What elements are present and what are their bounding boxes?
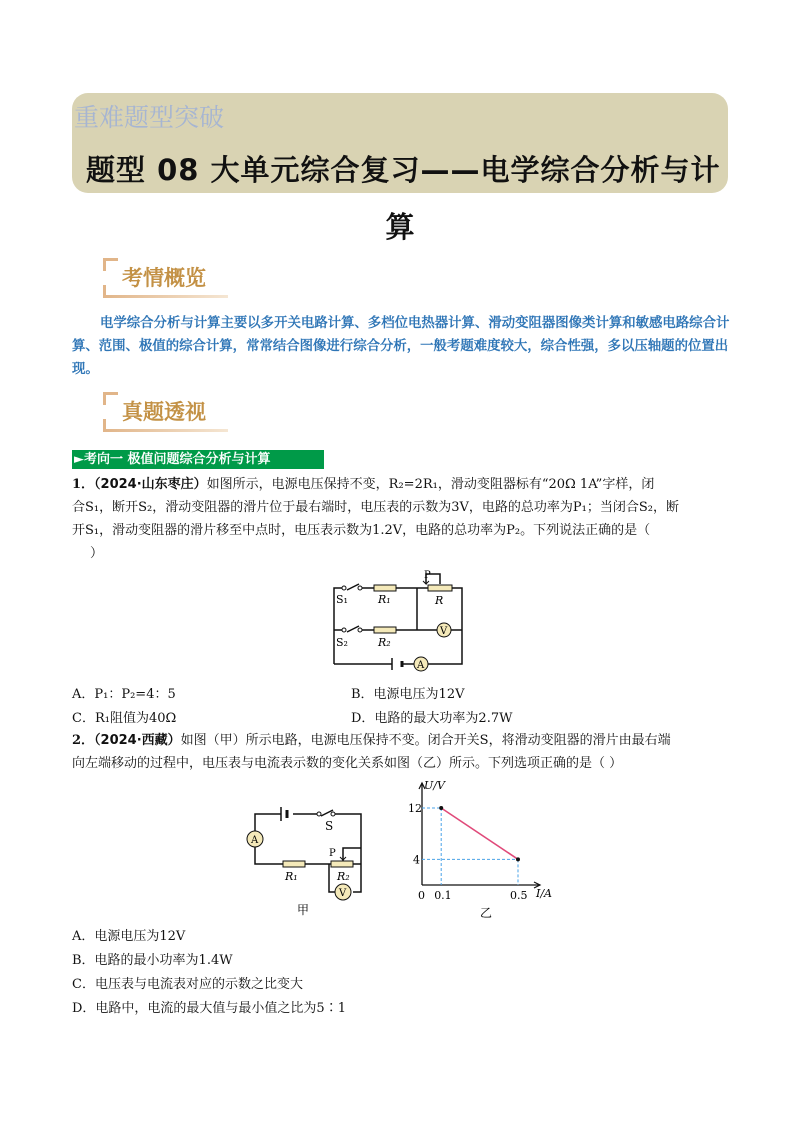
data-point-1 xyxy=(516,857,520,861)
y-tick-4: 4 xyxy=(413,853,420,867)
chart-series xyxy=(439,806,520,861)
q1-option-a[interactable]: A．P₁：P₂=4：5 xyxy=(72,687,176,702)
data-point-0 xyxy=(439,806,443,810)
x-axis-label: I/A xyxy=(536,887,552,900)
q2-option-d[interactable]: D．电路中，电流的最大值与最小值之比为5∶1 xyxy=(72,1001,346,1016)
chart-axes xyxy=(419,783,540,888)
question-1-line-1 xyxy=(72,473,732,496)
label-s1: S₁ xyxy=(336,593,348,606)
figure-caption-jia: 甲 xyxy=(297,903,310,917)
topic-bar: ►考向一 极值问题综合分析与计算 xyxy=(72,450,324,469)
y-tick-12: 12 xyxy=(408,802,422,815)
question-1 xyxy=(72,473,732,565)
section-heading-overview xyxy=(103,258,243,298)
section-overview-label: 考情概览 xyxy=(122,266,206,290)
question-1-line-4: ） xyxy=(90,546,104,561)
label-s2: S₂ xyxy=(336,636,348,649)
page-title: 题型 08 大单元综合复习——电学综合分析与计 xyxy=(86,153,721,187)
voltmeter-label: V xyxy=(440,626,448,637)
section-real-questions-label: 真题透视 xyxy=(122,400,206,424)
question-2-line-2: 向左端移动的过程中，电压表与电流表示数的变化关系如图（乙）所示。下列选项正确的是（ ） xyxy=(72,756,623,771)
question-2-text-1: 如图（甲）所示电路，电源电压保持不变。闭合开关S，将滑动变阻器的滑片由最右端 xyxy=(180,733,671,748)
x-tick-0: 0 xyxy=(418,889,425,902)
label-r1-2: R₁ xyxy=(285,870,298,883)
ammeter-label: A xyxy=(417,660,425,671)
question-2-line-1 xyxy=(72,729,732,752)
page-title-continued: 算 xyxy=(385,210,415,244)
q2-option-a[interactable]: A．电源电压为12V xyxy=(72,929,186,944)
label-s: S xyxy=(325,819,334,833)
question-2-source: （2024·西藏） xyxy=(94,733,181,748)
chart-labels xyxy=(408,779,552,920)
label-r2: R₂ xyxy=(378,636,391,649)
q2-option-b[interactable]: B．电路的最小功率为1.4W xyxy=(72,953,233,968)
ui-graph xyxy=(400,775,560,921)
y-axis-label: U/V xyxy=(424,779,445,792)
intro-paragraph xyxy=(72,312,730,381)
label-r: R xyxy=(435,594,444,607)
question-1-text-1: 如图所示，电源电压保持不变，R₂=2R₁，滑动变阻器标有“20Ω 1A”字样，闭 xyxy=(206,477,655,492)
x-tick-0-1: 0.1 xyxy=(434,889,452,902)
ammeter-label-2: A xyxy=(251,835,259,846)
question-1-line-2: 合S₁，断开S₂，滑动变阻器的滑片位于最右端时，电压表的示数为3V，电路的总功率为P₁；当闭合S₂，断 xyxy=(72,500,679,515)
question-1-line-3: 开S₁，滑动变阻器的滑片移至中点时，电压表示数为1.2V，电路的总功率为P₂。下列说法正确的是（ xyxy=(72,523,651,538)
question-1-number: 1． xyxy=(72,477,95,492)
section-heading-real-questions xyxy=(103,392,243,432)
question-2-number: 2． xyxy=(72,733,95,748)
q1-option-c[interactable]: C．R₁阻值为40Ω xyxy=(72,711,177,726)
intro-text: 电学综合分析与计算主要以多开关电路计算、多档位电热器计算、滑动变阻器图像类计算和敏感电路综合计算、范围、极值的综合计算，常常结合图像进行综合分析，一般考题难度较大，综合性强，多以压轴题的位置出现。 xyxy=(72,316,730,377)
series-line xyxy=(441,808,518,859)
voltmeter-label-2: V xyxy=(339,888,347,899)
question-1-source: （2024·山东枣庄） xyxy=(94,477,207,492)
q1-option-b[interactable]: B．电源电压为12V xyxy=(351,687,465,702)
chart-guides xyxy=(422,808,518,885)
label-r2-2: R₂ xyxy=(337,870,350,883)
figure-caption-yi: 乙 xyxy=(480,906,493,920)
label-p: P xyxy=(424,570,431,581)
circuit-diagram-1 xyxy=(322,570,472,672)
circuit-diagram-2 xyxy=(243,796,373,921)
header-tag: 重难题型突破 xyxy=(74,103,225,132)
x-tick-0-5: 0.5 xyxy=(510,889,528,902)
q2-option-c[interactable]: C．电压表与电流表对应的示数之比变大 xyxy=(72,977,303,992)
q1-option-d[interactable]: D．电路的最大功率为2.7W xyxy=(351,711,513,726)
label-p-2: P xyxy=(329,848,336,859)
question-2 xyxy=(72,729,732,775)
label-r1: R₁ xyxy=(378,593,391,606)
